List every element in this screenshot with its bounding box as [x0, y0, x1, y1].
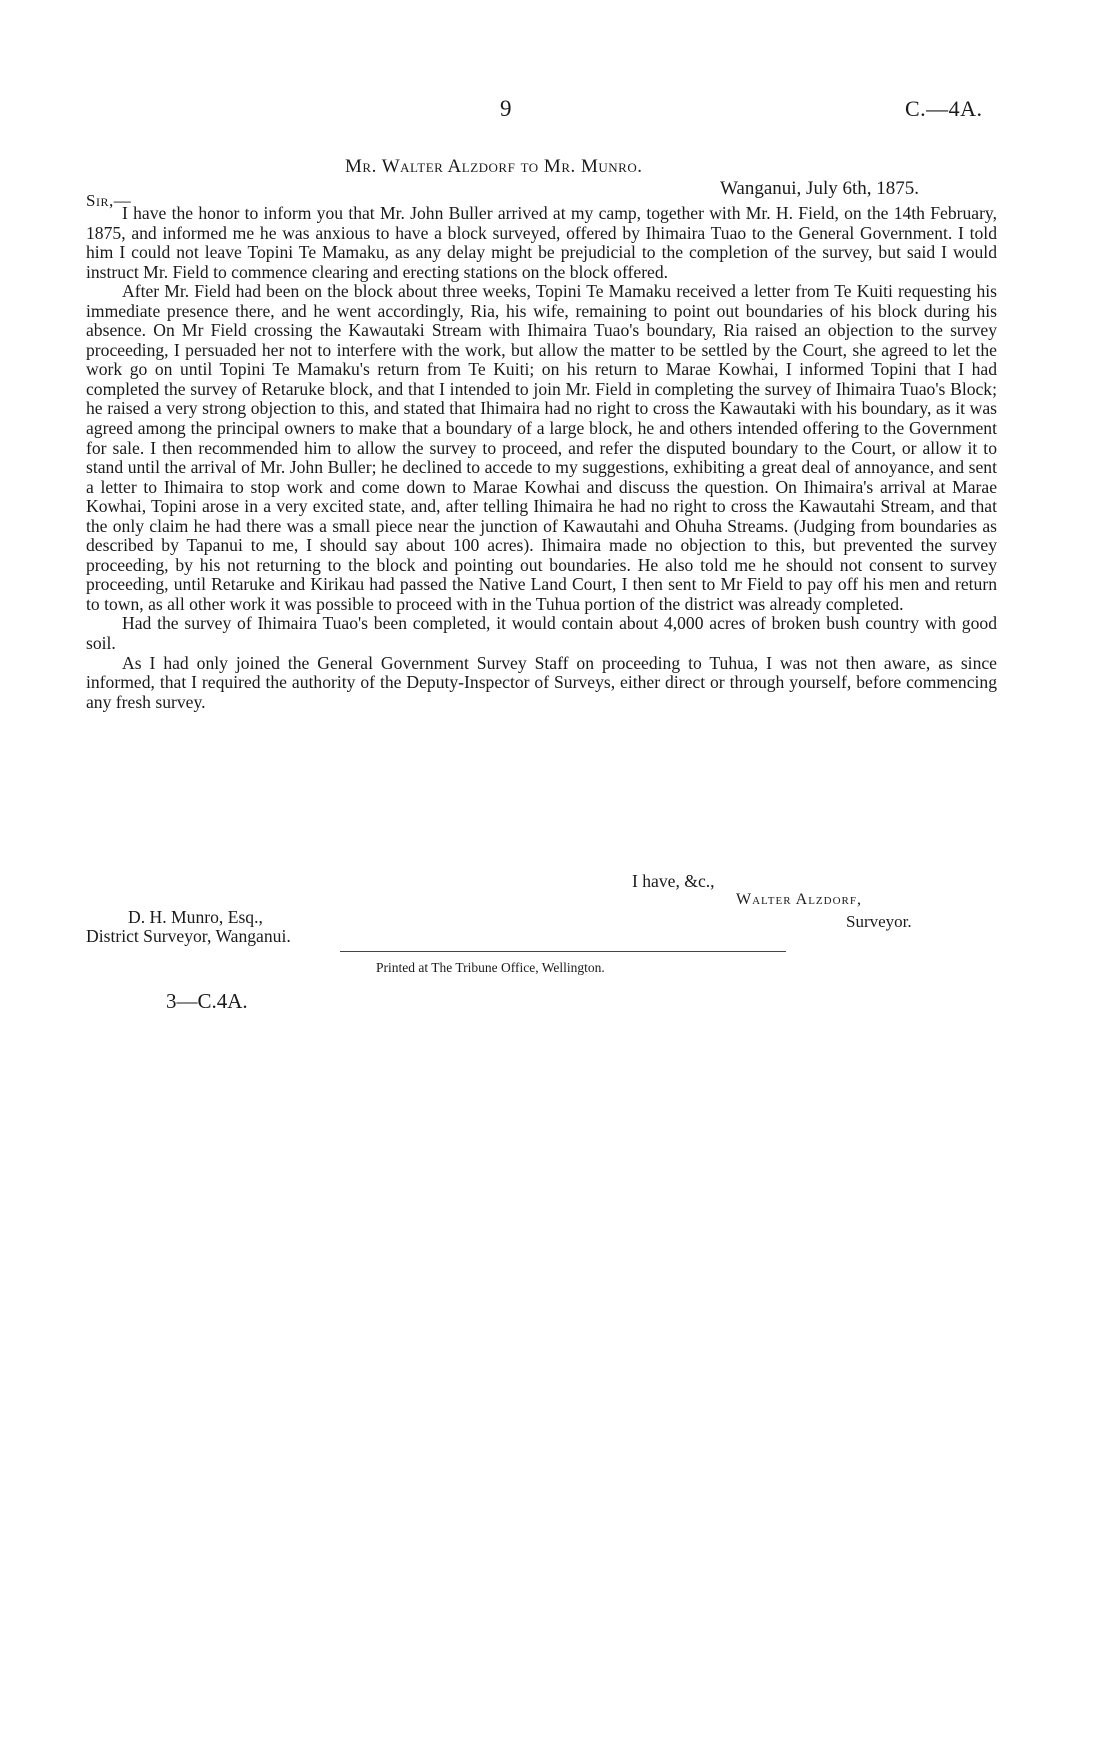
letter-heading: Mr. Walter Alzdorf to Mr. Munro.: [345, 156, 643, 177]
footer-divider: [340, 951, 786, 952]
letter-salutation: Sir,—: [86, 191, 132, 210]
letter-dateline: Wanganui, July 6th, 1875.: [720, 178, 920, 199]
letter-body: [86, 204, 997, 712]
letter-paragraph: After Mr. Field had been on the block about three weeks, Topini Te Mamaku received a letter from Te Kuiti requesting his immediate presence there, and he went accordingly, Ria, his wife, remaining to point out boundaries of his block during his absence. On Mr Field crossing the Kawautaki Stream with Ihimaira Tuao's boundary, Ria raised an objection to the survey proceeding, I persuaded her not to interfere with the work, but allow the matter to be settled by the Court, she agreed to let the work go on until Topini Te Mamaku's return from Te Kuiti; on his return to Marae Kowhai, I informed Topini that I had completed the survey of Retaruke block, and that I intended to join Mr. Field in completing the survey of Ihimaira Tuao's Block; he raised a very strong objection to this, and stated that Ihimaira had no right to cross the Kawautaki with his boundary, as it was agreed among the principal owners to make that a boundary of a large block, he and others intended offering to the Government for sale. I then recommended him to allow the survey to proceed, and refer the disputed boundary to the Court, or allow it to stand until the arrival of Mr. John Buller; he declined to accede to my suggestions, exhibiting a great deal of annoyance, and sent a letter to Ihimaira to stop work and come down to Marae Kowhai and discuss the question. On Ihimaira's arrival at Marae Kowhai, Topini arose in a very excited state, and, after telling Ihimaira he had no right to cross the Kawautahi Stream, and that the only claim he had there was a small piece near the junction of Kawautahi and Ohuha Streams. (Judging from boundaries as described by Tapanui to me, I should say about 100 acres). Ihimaira made no objection to this, but prevented the survey proceeding, by his not returning to the block and pointing out boundaries. He also told me he should not consent to survey proceeding, until Retaruke and Kirikau had passed the Native Land Court, I then sent to Mr Field to pay off his men and return to town, as all other work it was possible to proceed with in the Tuhua portion of the district was already completed.: [86, 281, 997, 614]
addressee-name: D. H. Munro, Esq.,: [128, 907, 263, 927]
letter-paragraph: As I had only joined the General Government Survey Staff on proceeding to Tuhua, I was not then aware, as since informed, that I required the authority of the Deputy-Inspector of Surveys, either direct or through yourself, before commencing any fresh survey.: [86, 652, 997, 712]
letter-paragraph: Had the survey of Ihimaira Tuao's been completed, it would contain about 4,000 acres of broken bush country with good soil.: [86, 613, 997, 654]
printer-line: Printed at The Tribune Office, Wellington.: [376, 960, 605, 975]
addressee-title: District Surveyor, Wanganui.: [86, 926, 291, 946]
letter-paragraph: I have the honor to inform you that Mr. John Buller arrived at my camp, together with Mr. H. Field, on the 14th February, 1875, and informed me he was anxious to have a block surveyed, offered by Ihimaira Tuao to the General Government. I told him I could not leave Topini Te Mamaku, as any delay might be prejudicial to the completion of the survey, but said I would instruct Mr. Field to commence clearing and erecting stations on the block offered.: [86, 203, 997, 282]
signatory-title: Surveyor.: [846, 912, 912, 931]
page-number: 9: [500, 96, 512, 121]
signatory-name: Walter Alzdorf,: [736, 891, 862, 908]
footer-code: 3—C.4A.: [166, 989, 248, 1013]
letter-closing: I have, &c.,: [632, 871, 715, 891]
document-code: C.—4A.: [905, 96, 983, 121]
